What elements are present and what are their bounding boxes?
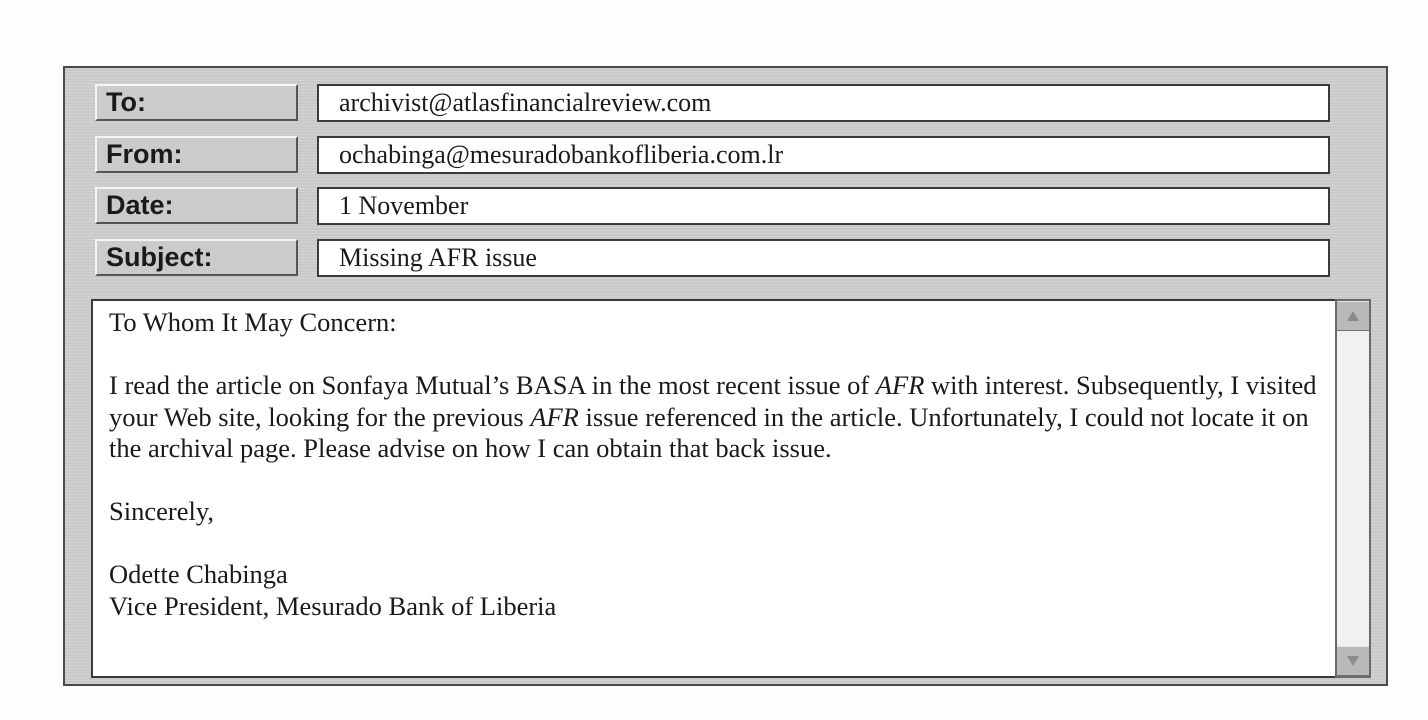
- to-label: To:: [95, 84, 298, 121]
- paragraph-text-3: issue referenced in the article. Unfortunately, I could not locate it on the archival page. Please advise on how I can obtain that back issue.: [109, 401, 1309, 463]
- signer-name: Odette Chabinga: [109, 559, 288, 589]
- vertical-scrollbar[interactable]: [1335, 299, 1371, 678]
- paragraph-text-2: with interest. Subsequently, I visited your Web site, looking for the previous: [109, 370, 1317, 432]
- publication-title: AFR: [875, 370, 925, 400]
- triangle-up-icon: [1347, 311, 1359, 321]
- greeting: To Whom It May Concern:: [109, 307, 397, 337]
- closing: Sincerely,: [109, 496, 214, 526]
- publication-title: AFR: [530, 401, 579, 432]
- scroll-down-button[interactable]: [1337, 646, 1369, 676]
- triangle-down-icon: [1347, 656, 1359, 666]
- date-field[interactable]: 1 November: [317, 187, 1330, 225]
- message-paragraph: [109, 370, 1319, 465]
- signature: [109, 559, 1319, 622]
- message-body[interactable]: [91, 299, 1337, 678]
- from-field[interactable]: ochabinga@mesuradobankofliberia.com.lr: [317, 136, 1330, 174]
- date-label: Date:: [95, 187, 298, 224]
- scroll-up-button[interactable]: [1337, 301, 1369, 331]
- subject-label: Subject:: [95, 239, 298, 276]
- from-label: From:: [95, 136, 298, 173]
- signer-title: Vice President, Mesurado Bank of Liberia: [109, 590, 557, 621]
- paragraph-text-1: I read the article on Sonfaya Mutual’s BASA in the most recent issue of: [109, 370, 876, 400]
- to-field[interactable]: archivist@atlasfinancialreview.com: [317, 84, 1330, 122]
- subject-field[interactable]: Missing AFR issue: [317, 239, 1330, 277]
- email-window: [63, 66, 1388, 686]
